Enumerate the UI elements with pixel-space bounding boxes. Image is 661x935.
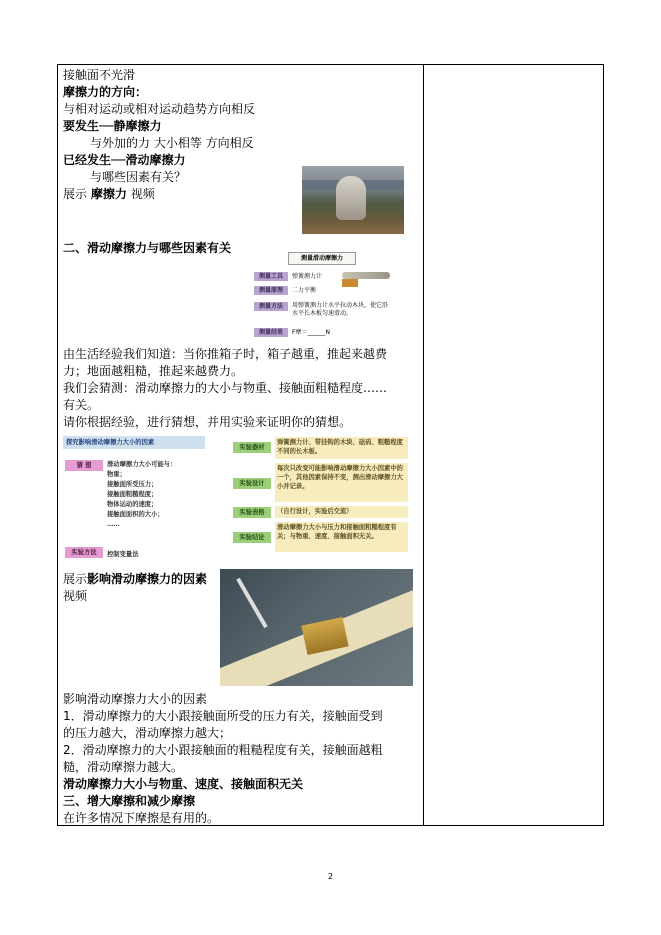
diagram1-text-method: 用弹簧测力计水平拉动木块，使它沿水平长木板匀速滑动。	[292, 302, 389, 317]
show2-bold: 影响滑动摩擦力的因素	[87, 572, 208, 586]
intro-line-6: 已经发生──滑动摩擦力	[63, 153, 186, 167]
method-tag: 实验方法	[65, 547, 103, 558]
guess-line: 接触面面积的大小；	[107, 511, 164, 518]
wood-block-shape	[342, 279, 358, 287]
guess-line: 物重；	[107, 471, 126, 478]
conclusion-tag: 实验结论	[233, 532, 271, 543]
diagram1-tag-result: 测量结果	[254, 328, 288, 337]
diagram1-tag-principle: 测量原理	[254, 286, 288, 295]
column-divider	[423, 65, 424, 825]
tail-line-6: 滑动摩擦力大小与物重、速度、接触面积无关	[63, 777, 304, 791]
table-text: （自行设计，实验后交流）	[275, 506, 408, 518]
tail-line-1: 影响滑动摩擦力大小的因素	[63, 692, 208, 706]
tail-line-5: 糙，滑动摩擦力越大。	[63, 760, 184, 774]
intro-line-7: 与哪些因素有关？	[90, 170, 187, 184]
intro-line-4: 要发生──静摩擦力	[63, 119, 162, 133]
show2-line2: 视频	[63, 589, 88, 603]
spring-hook-shape	[236, 578, 267, 628]
diagram1-text-tool: 弹簧测力计	[292, 273, 323, 280]
guess-line: 接触面所受压力；	[107, 481, 158, 488]
conclusion-text: 滑动摩擦力大小与压力和接触面粗糙程度有关；与物重、速度、接触面积无关。	[275, 522, 408, 552]
tail-line-7: 三、增大摩擦和减少摩擦	[63, 794, 196, 808]
intro-line-5: 与外加的力 大小相等 方向相反	[90, 136, 254, 150]
factors-video-thumbnail	[220, 569, 413, 686]
guess-list	[107, 460, 176, 530]
lesson-table	[57, 64, 604, 826]
spring-scale-shape	[342, 272, 390, 279]
diagram1-title: 测量滑动摩擦力	[288, 252, 356, 265]
explore-friction-diagram	[63, 434, 408, 568]
person-figure	[336, 176, 366, 220]
guess-paragraph	[63, 346, 387, 431]
intro-line-3: 与相对运动或相对运动趋势方向相反	[63, 102, 256, 116]
design-tag: 实验设计	[233, 478, 271, 489]
tail-line-3: 的压力越大，滑动摩擦力越大；	[63, 726, 232, 740]
diagram1-text-principle: 二力平衡	[292, 287, 317, 294]
diagram2-title: 探究影响滑动摩擦力大小的因素	[63, 436, 205, 449]
intro-line-1: 接触面不光滑	[63, 68, 136, 82]
guess-line: 滑动摩擦力大小可能与：	[107, 461, 177, 468]
mid-line-3: 我们会猜测：滑动摩擦力的大小与物重、接触面粗糙程度……	[63, 381, 388, 395]
diagram1-text-result: F摩＝______N	[292, 329, 330, 336]
equipment-text: 弹簧测力计、带挂钩的木块、砝码、粗糙程度不同的长木板。	[275, 437, 408, 459]
method-text: 控制变量法	[107, 551, 139, 558]
guess-line: 接触面粗糙程度；	[107, 491, 158, 498]
friction-video-thumbnail	[302, 166, 404, 234]
mid-line-2: 力；地面越粗糙，推起来越费力。	[63, 364, 244, 378]
guess-line: ……	[107, 521, 120, 528]
mid-line-5: 请你根据经验，进行猜想，并用实验来证明你的猜想。	[63, 415, 352, 429]
intro-line-2: 摩擦力的方向：	[63, 85, 148, 99]
table-tag: 实验表格	[233, 507, 271, 518]
show2-prefix: 展示	[63, 572, 88, 586]
show-video-prefix: 展示	[63, 187, 88, 201]
tail-line-8: 在许多情况下摩擦是有用的。	[63, 811, 220, 825]
show-video-suffix: 视频	[130, 187, 155, 201]
equipment-tag: 实验器材	[233, 442, 271, 453]
show-video-bold: 摩擦力	[90, 187, 127, 201]
design-text: 每次只改变可能影响滑动摩擦力大小因素中的一个，其他因素保持不变，测出滑动摩擦力大小并记录。	[275, 463, 408, 502]
page-number: 2	[327, 872, 334, 881]
diagram1-tag-method: 测量方法	[254, 302, 288, 311]
mid-line-4: 有关。	[63, 398, 100, 412]
show-factors-video	[63, 571, 207, 605]
tail-line-2: 1．滑动摩擦力的大小跟接触面所受的压力有关，接触面受到	[63, 709, 383, 723]
guess-line: 物体运动的速度；	[107, 501, 158, 508]
measure-friction-diagram	[250, 252, 398, 338]
tail-line-4: 2．滑动摩擦力的大小跟接触面的粗糙程度有关，接触面越粗	[63, 743, 383, 757]
mid-line-1: 由生活经验我们知道：当你推箱子时，箱子越重，推起来越费	[63, 347, 388, 361]
guess-tag: 猜 想	[65, 460, 103, 471]
content-cell	[63, 67, 418, 825]
conclusion-block	[63, 691, 383, 827]
section2-title: 二、滑动摩擦力与哪些因素有关	[63, 241, 232, 255]
diagram1-tag-tool: 测量工具	[254, 272, 288, 281]
